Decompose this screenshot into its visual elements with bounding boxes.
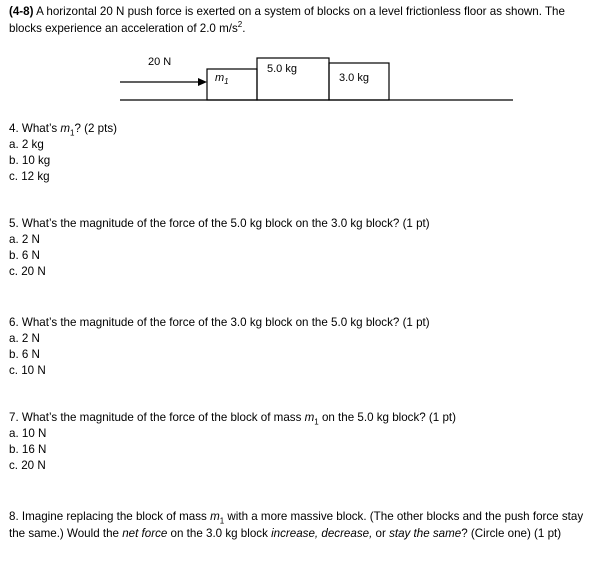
q8-part-4: or <box>372 527 390 540</box>
q8-emphasis-choices: increase, decrease, <box>271 527 373 540</box>
force-arrow-head <box>198 78 207 86</box>
q4-stem-end: ? (2 pts) <box>74 122 117 135</box>
q8-var-sub: 1 <box>219 516 225 526</box>
q7-stem-end: on the 5.0 kg block? (1 pt) <box>318 411 456 424</box>
q7-var: m <box>304 411 315 424</box>
question-4-option-c: c. 12 kg <box>9 170 50 183</box>
question-8 <box>9 508 594 542</box>
blocks-diagram <box>0 0 604 120</box>
q7-stem-start: 7. What’s the magnitude of the force of the block of mass <box>9 411 305 424</box>
question-4-option-a: a. 2 kg <box>9 138 44 151</box>
question-5-option-b: b. 6 N <box>9 249 40 262</box>
question-5-option-c: c. 20 N <box>9 265 46 278</box>
question-5 <box>9 215 594 280</box>
question-6-stem: 6. What’s the magnitude of the force of the 3.0 kg block on the 5.0 kg block? (1 pt) <box>9 316 430 329</box>
q8-part-2: with a more massive block. (The other blocks and the push force stay the same.) Would the <box>9 510 584 540</box>
question-7-option-b: b. 16 N <box>9 443 47 456</box>
m1-label-sub: 1 <box>224 77 229 87</box>
question-5-option-a: a. 2 N <box>9 233 40 246</box>
force-label: 20 N <box>148 56 172 68</box>
question-4 <box>9 120 594 185</box>
question-7-option-c: c. 20 N <box>9 459 46 472</box>
q4-var-sub: 1 <box>70 128 75 138</box>
question-4-option-b: b. 10 kg <box>9 154 51 167</box>
block-3kg-label: 3.0 kg <box>339 72 369 84</box>
intro-superscript: 2 <box>237 20 243 30</box>
block-5kg-label: 5.0 kg <box>267 63 297 75</box>
question-6 <box>9 314 594 379</box>
q4-var: m <box>60 122 71 135</box>
intro-text: A horizontal 20 N push force is exerted on a system of blocks on a level frictionless floor as shown. The blocks experience an acceleration of 2.0 m/s <box>9 5 565 35</box>
problem-range-label: (4-8) <box>9 5 34 18</box>
question-6-option-c: c. 10 N <box>9 364 46 377</box>
question-7-option-a: a. 10 N <box>9 427 47 440</box>
intro-period: . <box>242 22 246 35</box>
question-6-option-b: b. 6 N <box>9 348 40 361</box>
m1-label-base: m <box>215 72 225 84</box>
q8-part-5: ? (Circle one) (1 pt) <box>461 527 562 540</box>
q8-part-3: on the 3.0 kg block <box>167 527 272 540</box>
question-7 <box>9 409 594 474</box>
question-7-stem <box>9 409 594 426</box>
q7-var-sub: 1 <box>314 417 319 427</box>
question-6-option-a: a. 2 N <box>9 332 40 345</box>
question-5-stem: 5. What’s the magnitude of the force of the 5.0 kg block on the 3.0 kg block? (1 pt) <box>9 217 430 230</box>
q4-stem-start: 4. What’s <box>9 122 61 135</box>
question-8-stem <box>9 508 594 542</box>
q8-var: m <box>210 510 220 523</box>
q8-emphasis-stay-same: stay the same <box>389 527 462 540</box>
diagram-drawing <box>0 0 604 120</box>
block-m1-label <box>215 72 229 87</box>
q8-emphasis-net-force: net force <box>122 527 168 540</box>
question-4-stem <box>9 120 594 137</box>
q8-part-1: 8. Imagine replacing the block of mass <box>9 510 211 523</box>
